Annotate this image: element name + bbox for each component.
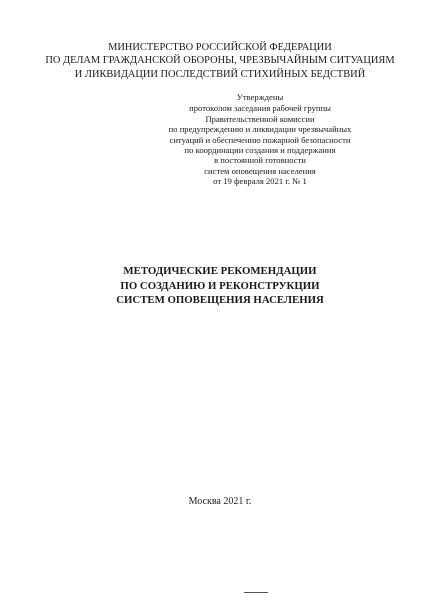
place-year: Москва 2021 г. [188, 496, 252, 507]
approval-line-4: по предупреждению и ликвидации чрезвычайных [168, 124, 352, 135]
approval-line-5: ситуаций и обеспечению пожарной безопасности [169, 134, 351, 145]
approval-line-2: протоколом заседания рабочей группы [189, 103, 331, 114]
approval-line-3: Правительственной комиссии [205, 113, 315, 124]
approval-block [140, 92, 380, 187]
title-line-2: ПО СОЗДАНИЮ И РЕКОНСТРУКЦИИ [120, 279, 320, 292]
footer-rule [244, 592, 268, 593]
approval-line-1: Утверждены [236, 92, 284, 102]
ministry-line-1: МИНИСТЕРСТВО РОССИЙСКОЙ ФЕДЕРАЦИИ [108, 42, 332, 53]
ministry-header [40, 41, 400, 81]
title-line-1: МЕТОДИЧЕСКИЕ РЕКОМЕНДАЦИИ [123, 265, 317, 277]
document-title [60, 264, 380, 308]
ministry-line-3: И ЛИКВИДАЦИИ ПОСЛЕДСТВИЙ СТИХИЙНЫХ БЕДСТВИЙ [74, 68, 366, 80]
title-line-3: СИСТЕМ ОПОВЕЩЕНИЯ НАСЕЛЕНИЯ [116, 294, 324, 307]
approval-line-6: по координации создания и поддержания [184, 145, 336, 156]
approval-line-9: от 19 февраля 2021 г. № 1 [213, 176, 307, 187]
ministry-line-2: ПО ДЕЛАМ ГРАЖДАНСКОЙ ОБОРОНЫ, ЧРЕЗВЫЧАЙНЫМ СИТУАЦИЯМ [45, 55, 395, 67]
approval-line-8: систем оповещения населения [204, 165, 316, 176]
approval-line-7: в постоянной готовности [214, 155, 306, 166]
